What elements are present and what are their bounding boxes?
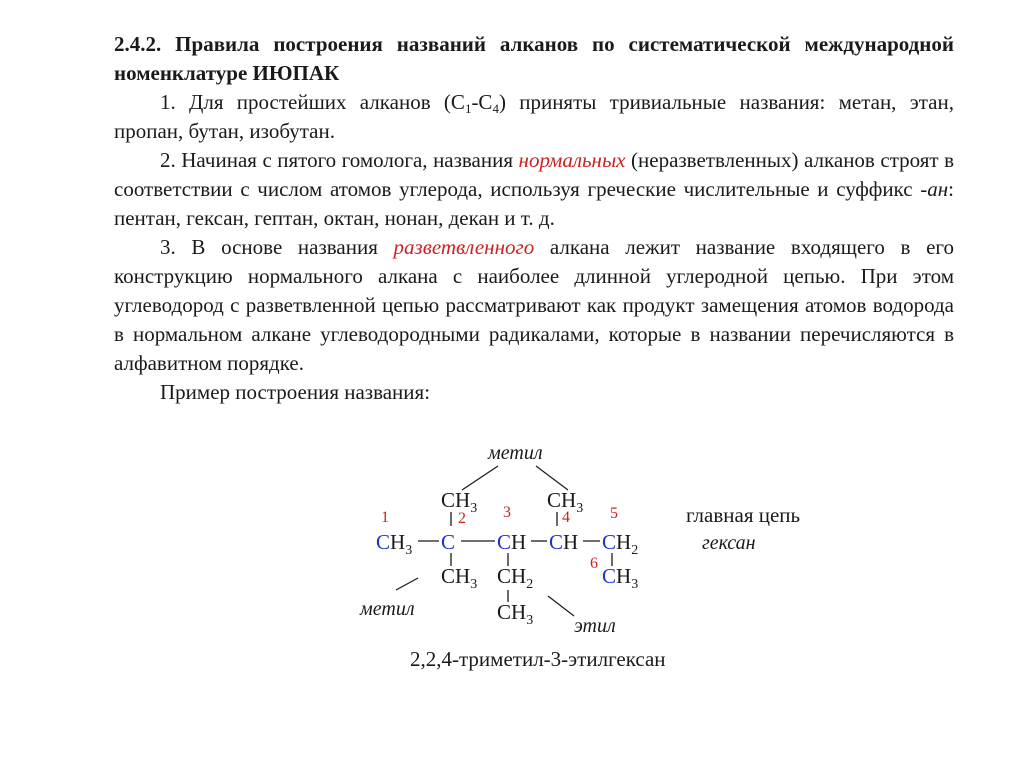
ch3-ethyl: $CH_3$ xyxy=(497,600,534,628)
rule-1-text-a: 1. Для простейших алканов (С xyxy=(160,90,465,114)
number-3: 3 xyxy=(503,504,511,521)
pointer-ethyl xyxy=(548,596,574,616)
label-methyl-top: метил xyxy=(488,442,543,464)
chain-c1: $CH_3$ xyxy=(376,530,413,558)
main-chain-label: главная цепь xyxy=(686,503,801,527)
rule-2-text-c: : пентан, гексан, гептан, октан, нонан, декан и т. д. xyxy=(114,177,954,230)
ch2-ethyl: $CH_2$ xyxy=(497,564,534,592)
number-2: 2 xyxy=(458,510,466,527)
rule-3-text-b: алкана лежит название входящего в его конструкцию нормального алкана с наиболее длинной углеродной цепью. При этом углеводород с разветвленной цепью рассматривают как продукт замещения атомов водорода в нормальном алкане углеводородными радикалами, которые в названии перечисляются в алфавитном порядке. xyxy=(114,235,954,375)
example-intro: Пример построения названия: xyxy=(160,380,431,404)
number-6: 6 xyxy=(590,555,598,572)
ch3-top-c4: $CH_3$ xyxy=(547,488,584,516)
rule-2-text-a: 2. Начиная с пятого гомолога, названия xyxy=(160,148,519,172)
chain-c6: $CH_3$ xyxy=(602,564,639,592)
rule-3-highlight: разветвленного xyxy=(393,235,535,259)
rule-1-text-b: ) приняты тривиальные названия: метан, этан, пропан, бутан, изобутан. xyxy=(114,90,954,143)
rule-1-sub-4: 4 xyxy=(492,101,499,116)
rule-1-dash: -С xyxy=(471,90,493,114)
chain-c4: CH xyxy=(549,530,579,554)
number-1: 1 xyxy=(381,509,389,526)
number-5: 5 xyxy=(610,505,618,522)
pointer-methyl-top-left xyxy=(462,466,498,490)
pointer-methyl-top-right xyxy=(536,466,568,490)
chain-c2: C xyxy=(441,530,456,554)
rule-1-sub-1: 1 xyxy=(464,101,472,116)
compound-name: 2,2,4-триметил-3-этилгексан xyxy=(410,647,666,671)
number-4: 4 xyxy=(562,509,570,526)
rule-3-text-a: 3. В основе названия xyxy=(160,235,394,259)
pointer-methyl-left xyxy=(396,578,418,590)
chain-c3: CH xyxy=(497,530,527,554)
rule-2-text-b: (неразветвленных) алканов строят в соответствии с числом атомов углерода, используя греческие числительные и суффикс xyxy=(114,148,954,201)
ch3-bottom-c2: $CH_3$ xyxy=(441,564,478,592)
label-ethyl: этил xyxy=(574,615,616,637)
chain-c5: $CH_2$ xyxy=(602,530,639,558)
ch3-top-c2: $CH_3$ xyxy=(441,488,478,516)
section-heading: 2.4.2. Правила построения названий алканов по систематической международной номенклатуре ИЮПАК xyxy=(114,32,954,85)
label-methyl-left: метил xyxy=(360,598,415,620)
rule-2-highlight: нормальных xyxy=(518,148,626,172)
rule-2-suffix: -ан xyxy=(920,177,949,201)
main-chain-name: гексан xyxy=(702,532,756,554)
